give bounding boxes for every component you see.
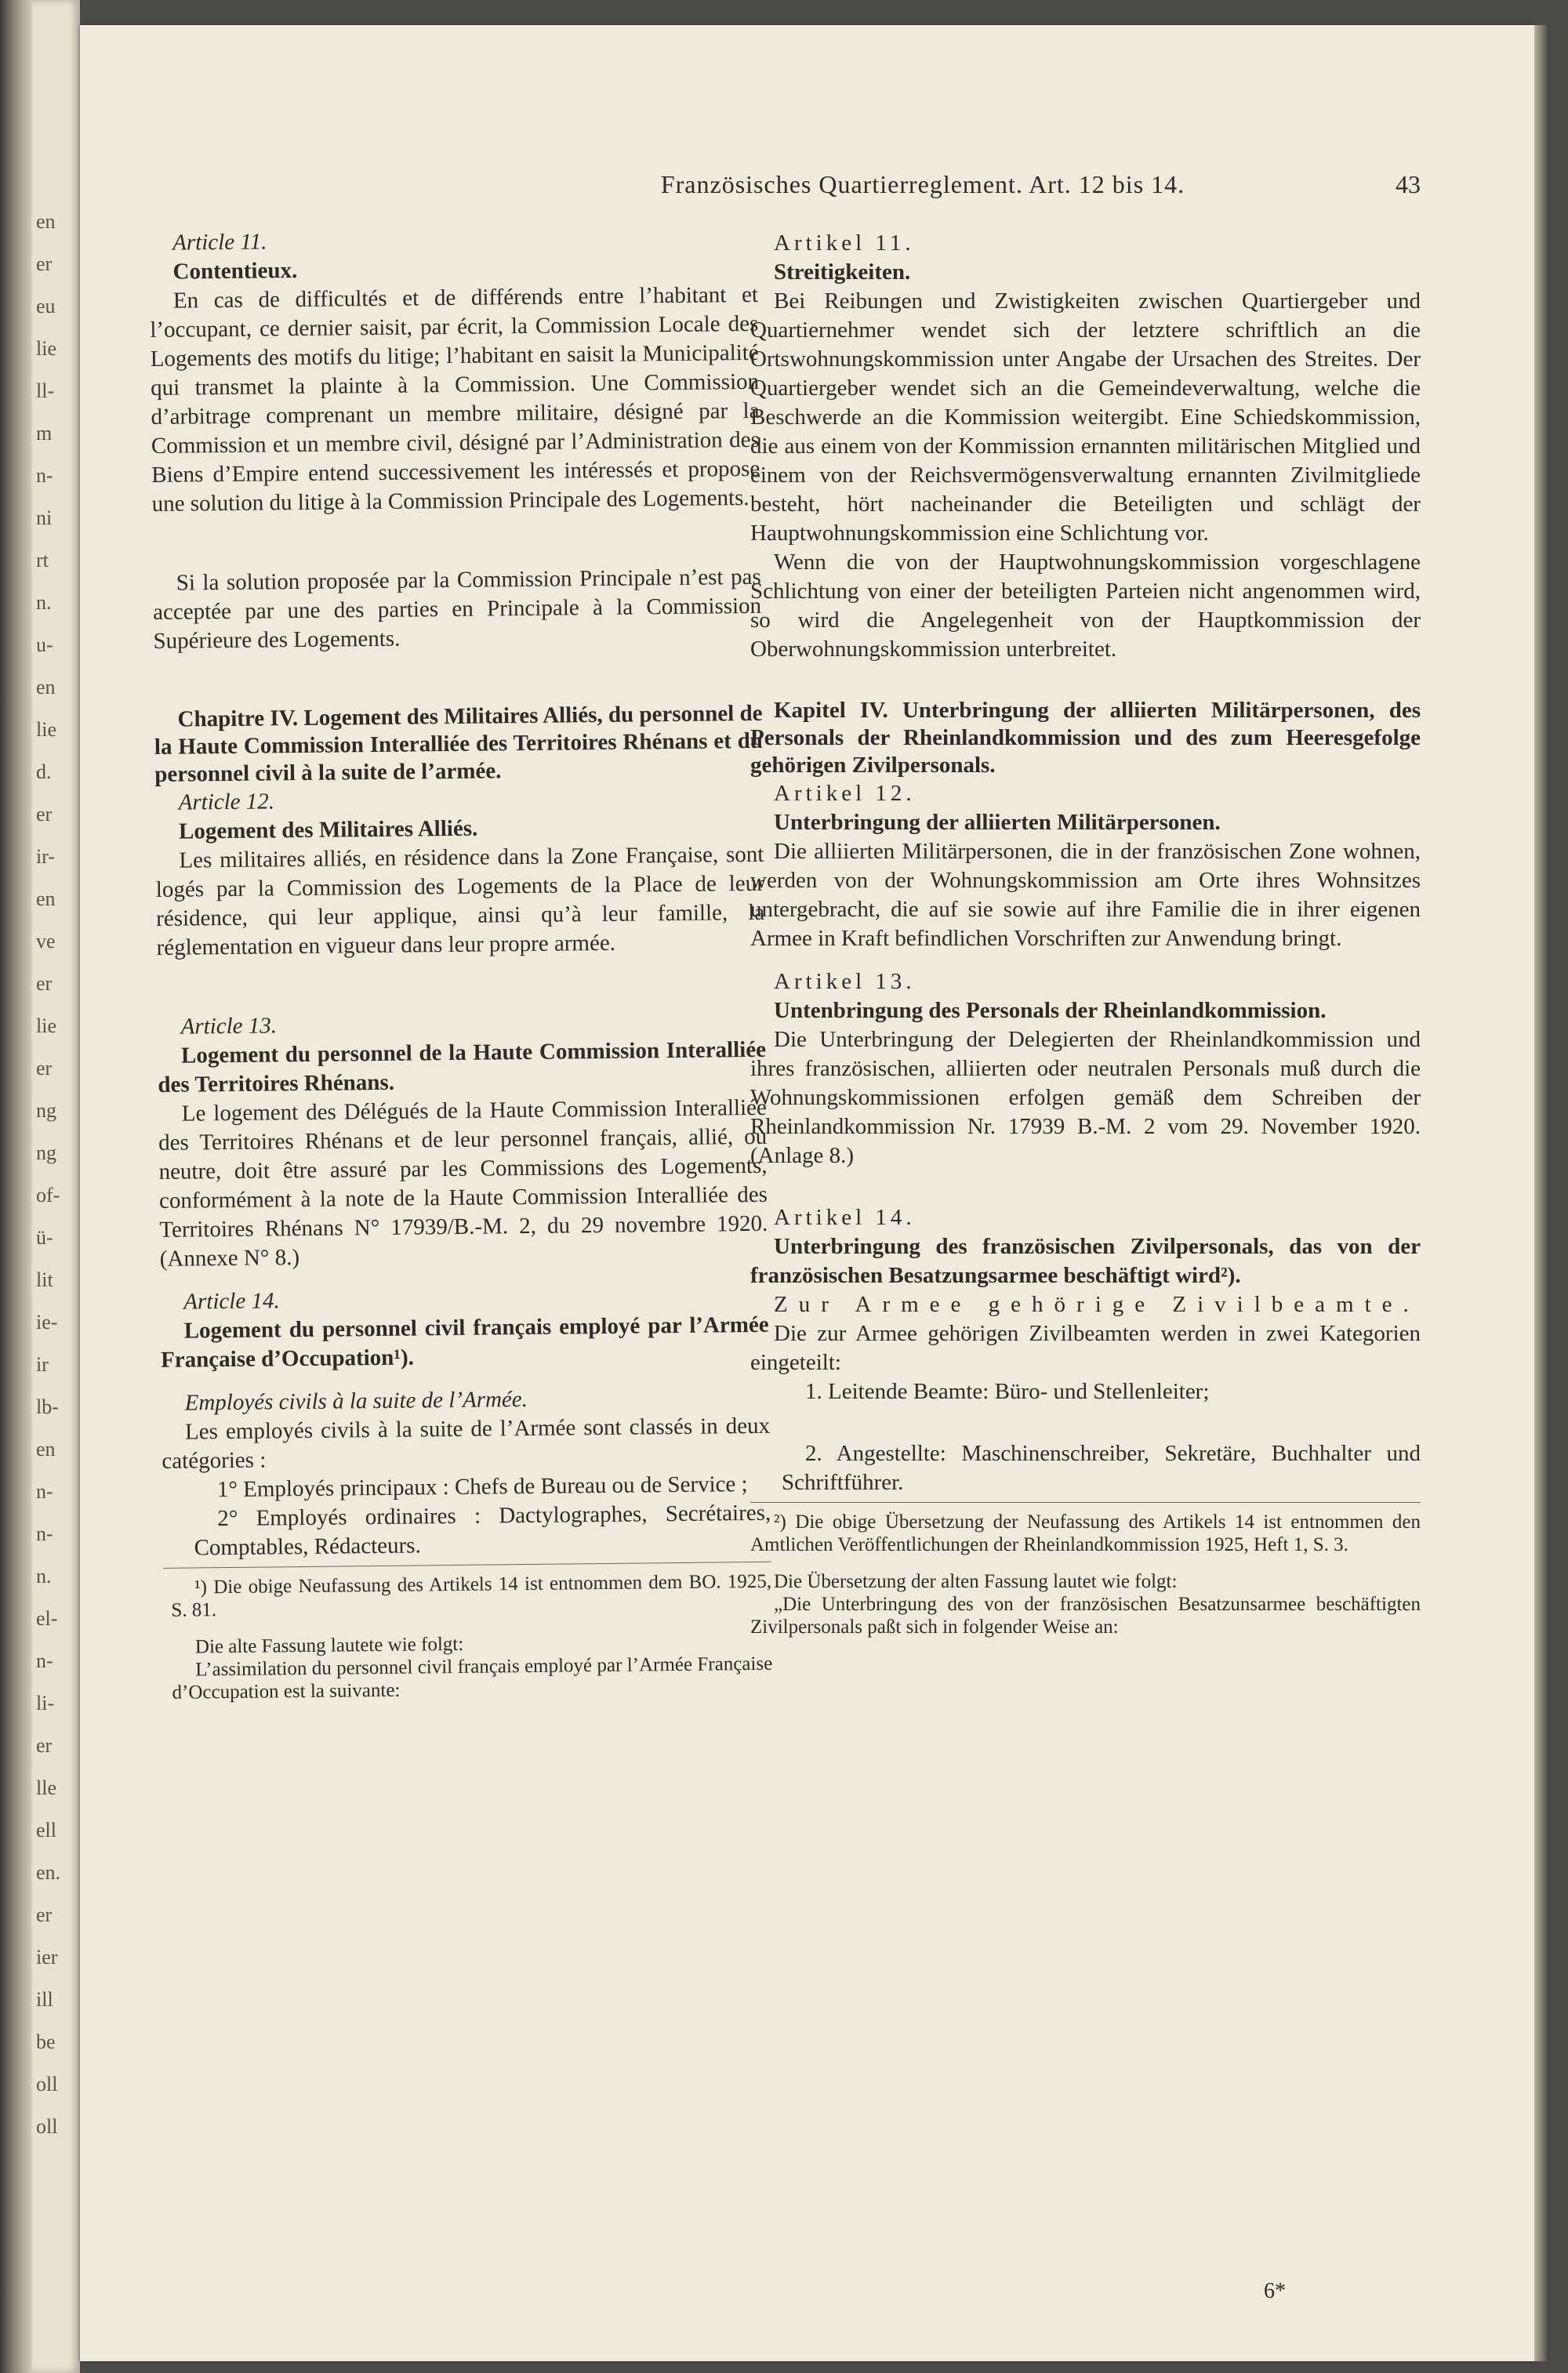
margin-fragment: oll [36,2073,58,2095]
article-subtitle: Employés civils à la suite de l’Armée. [184,1387,528,1416]
margin-fragment: er [36,1734,53,1757]
article-title: Unterbringung des französischen Zivilpersonals, das von der französischen Besatzungsarmee beschäftigt wird²). [750,1234,1421,1288]
article-heading: Article 13. [180,1013,278,1040]
signature-mark: 6* [1264,2279,1286,2303]
margin-fragment: ier [36,1946,58,1968]
article-heading: Article 12. [178,789,275,815]
margin-fragment: n- [36,1480,53,1503]
margin-fragment: en. [36,1861,61,1884]
margin-fragment: n- [36,1522,53,1545]
margin-fragment: be [36,2030,56,2053]
margin-fragment: lie [36,1014,56,1037]
footnote: Die alte Fassung lautete wie folgt: [194,1633,464,1658]
margin-fragment: d. [36,760,52,783]
paragraph: Die alliierten Militärpersonen, die in der französischen Zone wohnen, werden von der Wohnungskommission am Orte ihres Wohnsitzes untergebracht, die auf sie sowie auf ihre Familie die in ihrer eigenen Armee in Kraft befindlichen Vorschriften zur Anwendung bringt. [750,839,1421,951]
margin-fragment: ng [36,1099,56,1122]
margin-fragment: lie [36,337,56,360]
margin-fragment: er [36,803,53,825]
margin-fragment: n. [36,591,52,614]
book-gutter-shadow [0,0,31,2373]
margin-fragment: n. [36,1565,52,1587]
footnote: ¹) Die obige Neufassung des Artikels 14 ist entnommen dem BO. 1925, S. 81. [171,1570,772,1621]
margin-fragment: lb- [36,1395,59,1418]
margin-fragment: lie [36,718,56,741]
margin-fragment: ell [36,1819,56,1841]
margin-fragment: n- [36,1649,53,1672]
list-item: 1. Leitende Beamte: Büro- und Stellenleiter; [805,1379,1210,1404]
article-heading: Artikel 14. [774,1205,916,1230]
chapter-title: Chapitre IV. Logement des Militaires Alliés, du personnel de la Haute Commission Interalliée des Territoires Rhénans et du personnel civil à la suite de l’armée. [154,700,764,787]
paragraph: Die zur Armee gehörigen Zivilbeamten werden in zwei Kategorien eingeteilt: [750,1321,1421,1375]
list-item: 2. Angestellte: Maschinenschreiber, Sekretäre, Buchhalter und Schriftführer. [782,1441,1421,1495]
french-column [149,223,773,1704]
german-column [750,229,1421,1638]
article-title: Logement du personnel civil français employé par l’Armée Française d’Occupation¹). [160,1312,769,1373]
margin-fragment: er [36,1903,53,1926]
margin-fragment: er [36,972,53,995]
article-heading: Article 11. [172,229,267,256]
article-heading: Artikel 13. [774,969,916,994]
margin-fragment: li- [36,1692,55,1714]
paragraph: Les militaires alliés, en résidence dans la Zone Française, sont logés par la Commission des Logements de la Place de leur résidence, qui leur applique, ainsi qu’à leur famille, la réglementation en vigueur dans leur propre armée. [155,841,765,960]
document-page [80,25,1534,2361]
margin-fragment: ü- [36,1226,53,1249]
margin-fragment: ll- [36,379,55,402]
article-title: Streitigkeiten. [774,259,911,285]
margin-fragment: en [36,210,56,233]
chapter-title: Kapitel IV. Unterbringung der alliierten Militärpersonen, des Personals der Rheinlandkommission und des zum Heeresgefolge gehörigen Zivilpersonals. [750,698,1421,778]
footnote: „Die Unterbringung des von der französischen Besatzunsarmee beschäftigten Zivilpersonals paßt sich in folgender Weise an: [750,1594,1421,1638]
margin-fragment: oll [36,2115,58,2138]
running-head: Französisches Quartierreglement. Art. 12 bis 14. [660,170,1185,198]
margin-fragment: rt [36,549,49,571]
margin-fragment: en [36,887,56,910]
paragraph: En cas de difficultés et de différends entre l’habitant et l’occupant, ce dernier saisit, par écrit, la Commission Locale des Logements des motifs du litige; l’habitant en saisit la Municipalité qui transmet la plainte à la Commission. Une Commission d’arbitrage comprenant un membre militaire, désigné par la Commission et un membre civil, désigné par l’Administration des Biens d’Empire entend successivement les intéressés et propose une solution du litige à la Commission Principale des Logements. [150,281,760,517]
margin-fragment: en [36,1438,56,1460]
facing-page-edge [31,0,80,2373]
paragraph: Bei Reibungen und Zwistigkeiten zwischen Quartiergeber und Quartiernehmer wendet sich der letztere schriftlich an die Ortswohnungskommission unter Angabe der Ursachen des Streites. Der Quartiergeber wendet sich an die Gemeindeverwaltung, welche die Beschwerde an die Kommission weitergibt. Eine Schiedskommission, die aus einem von der Kommission ernannten militärischen Mitglied und einem von der Reichsvermögensverwaltung ernannten Zivilmitgliede besteht, hört nacheinander die Beteiligten und schlägt der Hauptwohnungskommission eine Schlichtung vor. [750,288,1421,546]
margin-fragment: ill [36,1988,53,2011]
footnote-rule [750,1502,1421,1503]
page-edge-shadow [1534,25,1547,2361]
footnote: ²) Die obige Übersetzung der Neufassung des Artikels 14 ist entnommen den Amtlichen Veröffentlichungen der Rheinlandkommission 1925, Heft 1, S. 3. [750,1511,1421,1555]
article-title: Logement des Militaires Alliés. [178,815,478,844]
margin-fragment: er [36,1057,53,1079]
margin-fragment: ir [36,1353,49,1376]
article-heading: Artikel 11. [774,230,915,256]
margin-fragment: lit [36,1268,53,1291]
article-title: Logement du personnel de la Haute Commission Interalliée des Territoires Rhénans. [158,1036,767,1098]
list-item: 2° Employés ordinaires : Dactylographes, Secrétaires, Comptables, Rédacteurs. [194,1500,771,1561]
margin-fragment: of- [36,1184,60,1206]
margin-fragment: n- [36,464,53,487]
article-subtitle: Zur Armee gehörige Zivilbeamte. [774,1292,1420,1317]
margin-fragment: lle [36,1776,56,1799]
footnote: Die Übersetzung der alten Fassung lautet wie folgt: [774,1571,1178,1592]
margin-fragment: u- [36,633,53,656]
paragraph: Wenn die von der Hauptwohnungskommission vorgeschlagene Schlichtung von einer der beteiligten Parteien nicht angenommen wird, so wird die Angelegenheit von der Hauptkommission der Oberwohnungskommission unterbreitet. [750,550,1421,662]
article-title: Contentieux. [172,258,298,285]
margin-fragment: er [36,252,53,275]
margin-fragment: ie- [36,1311,58,1333]
margin-fragment: ve [36,930,56,952]
margin-fragment: m [36,422,53,444]
footnote-rule [163,1562,771,1569]
margin-fragment: ng [36,1141,56,1164]
list-item: 1° Employés principaux : Chefs de Bureau ou de Service ; [216,1471,748,1503]
margin-fragment: el- [36,1607,58,1630]
margin-fragment: ni [36,506,53,529]
margin-fragment: eu [36,295,56,317]
page-number: 43 [1396,170,1421,198]
paragraph: Die Unterbringung der Delegierten der Rheinlandkommission und ihres französischen, alliierten oder neutralen Personals muß durch die Wohnungskommissionen erfolgen gemäß dem Schreiben der Rheinlandkommission Nr. 17939 B.-M. 2 vom 29. November 1920. (Anlage 8.) [750,1027,1421,1168]
article-title: Unterbringung der alliierten Militärpersonen. [774,810,1221,835]
paragraph: Si la solution proposée par la Commission Principale n’est pas acceptée par une des parties en Principale à la Commission Supérieure des Logements. [152,564,762,654]
article-heading: Article 14. [183,1288,280,1315]
paragraph: Le logement des Délégués de la Haute Commission Interalliée des Territoires Rhénans et de leur personnel français, allié, ou neutre, doit être assuré par les Commissions des Logements, conformément à la note de la Haute Commission Interalliée des Territoires Rhénans N° 17939/B.-M. 2, du 29 novembre 1920. (Annexe N° 8.) [158,1094,768,1272]
article-heading: Artikel 12. [774,781,916,806]
paragraph: Les employés civils à la suite de l’Armée sont classés in deux catégories : [162,1413,771,1474]
margin-fragment: ir- [36,845,56,868]
footnote: L’assimilation du personnel civil français employé par l’Armée Française d’Occupation est la suivante: [172,1653,773,1704]
article-title: Untenbringung des Personals der Rheinlandkommission. [774,998,1327,1023]
margin-fragment: en [36,676,56,698]
